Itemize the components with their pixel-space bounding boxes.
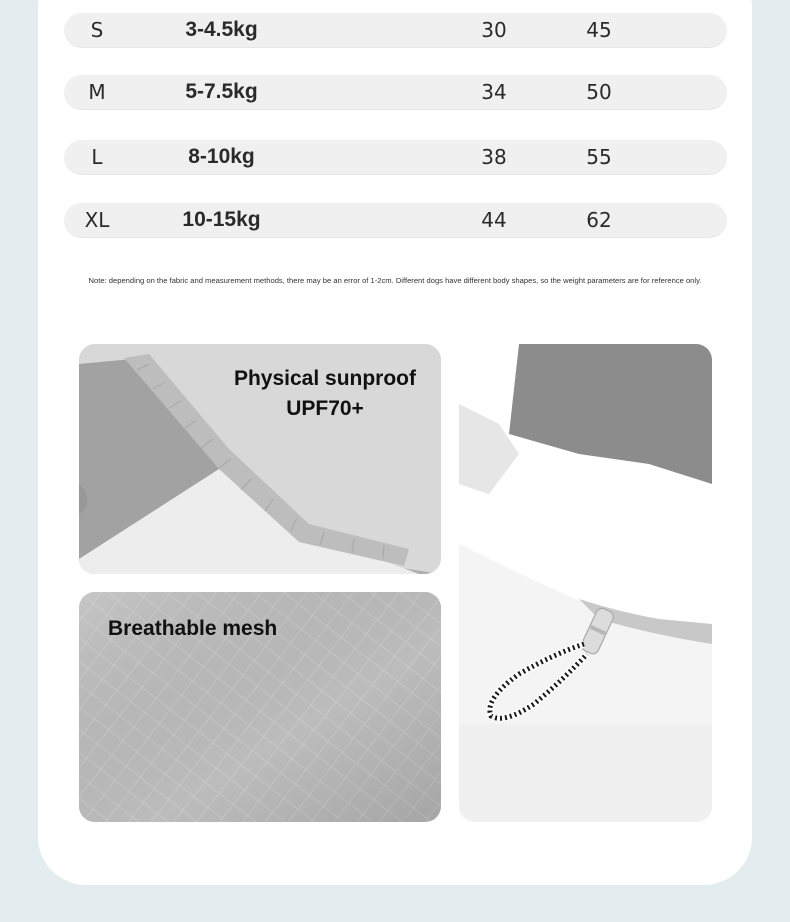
weight-range: 5-7.5kg	[185, 80, 258, 103]
size-note: Note: depending on the fabric and measurement methods, there may be an error of 1-2cm. Different dogs have different body shapes, so the weight parameters are for reference only.	[88, 276, 702, 285]
size-label: M	[88, 80, 106, 104]
measurement-b: 62	[586, 208, 612, 232]
size-row-xl	[64, 202, 727, 238]
measurement-a: 44	[481, 208, 507, 232]
mesh-label: Breathable mesh	[108, 617, 278, 640]
size-row-m	[64, 74, 727, 110]
size-label: S	[90, 18, 104, 42]
measurement-b: 55	[586, 145, 612, 169]
measurement-b: 45	[586, 18, 612, 42]
weight-range: 8-10kg	[188, 145, 255, 168]
size-label: L	[91, 145, 103, 169]
sunproof-line-1: Physical sunproof	[233, 367, 417, 390]
weight-range: 10-15kg	[182, 208, 261, 231]
drawstring-image	[459, 344, 712, 822]
sunproof-line-2: UPF70+	[286, 397, 364, 420]
size-label: XL	[84, 208, 110, 232]
size-row-l	[64, 139, 727, 175]
measurement-a: 34	[481, 80, 507, 104]
measurement-a: 38	[481, 145, 507, 169]
measurement-a: 30	[481, 18, 507, 42]
sunproof-label	[222, 364, 428, 424]
weight-range: 3-4.5kg	[185, 18, 258, 41]
measurement-b: 50	[586, 80, 612, 104]
size-row-s	[64, 12, 727, 48]
